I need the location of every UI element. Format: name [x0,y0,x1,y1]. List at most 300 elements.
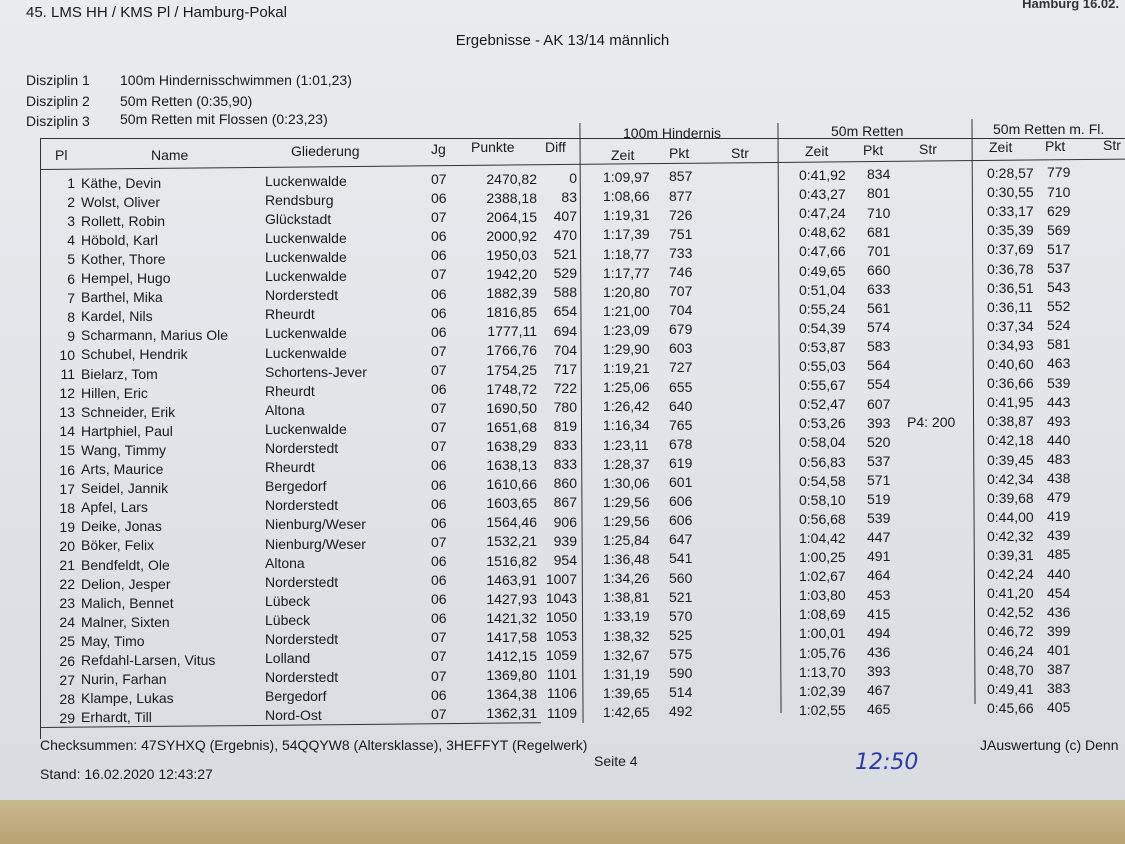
cell-d2-zeit: 0:41,92 [799,167,846,184]
cell-d1-zeit: 1:25,06 [603,379,650,396]
cell-d3-zeit: 0:40,60 [987,356,1034,373]
cell-jg: 06 [431,190,447,206]
cell-d2-pkt: 710 [867,204,891,221]
cell-d3-zeit: 0:46,72 [987,623,1034,640]
cell-d3-pkt: 419 [1047,508,1071,525]
cell-d2-pkt: 834 [867,166,891,183]
cell-d2-zeit: 1:05,76 [799,644,846,661]
cell-d2-pkt: 537 [867,452,891,469]
cell-pl: 29 [59,709,75,726]
cell-d3-pkt: 440 [1047,431,1071,448]
cell-diff: 722 [553,379,577,396]
cell-d2-zeit: 1:02,67 [799,568,846,585]
cell-name: Seidel, Jannik [81,480,169,497]
cell-diff: 833 [553,437,577,454]
cell-name: Bendfeldt, Ole [81,556,170,573]
cell-d3-zeit: 0:36,66 [987,375,1034,392]
col-d3-zeit: Zeit [989,139,1013,155]
stand-timestamp: Stand: 16.02.2020 12:43:27 [40,766,213,782]
cell-name: Wolst, Oliver [81,193,161,210]
cell-d3-pkt: 537 [1047,259,1071,276]
cell-name: Scharmann, Marius Ole [81,327,229,344]
cell-name: Barthel, Mika [81,289,163,306]
cell-points: 1638,29 [486,437,537,454]
cell-d1-pkt: 560 [669,569,693,586]
cell-d2-pkt: 574 [867,319,891,336]
cell-d1-zeit: 1:36,48 [603,551,650,568]
cell-d1-pkt: 606 [669,493,693,510]
cell-name: Malner, Sixten [81,613,170,630]
cell-d2-zeit: 0:53,26 [799,415,846,432]
cell-d1-zeit: 1:39,65 [603,684,650,701]
cell-d1-pkt: 857 [669,168,693,185]
cell-d2-zeit: 1:08,69 [799,606,846,623]
cell-d1-pkt: 746 [669,263,693,280]
cell-d1-zeit: 1:25,84 [603,532,650,548]
cell-diff: 1109 [546,704,577,721]
cell-pl: 27 [59,671,75,688]
cell-pl: 13 [59,404,75,421]
cell-d3-zeit: 0:39,31 [987,547,1034,564]
cell-club: Norderstedt [265,287,339,304]
cell-name: Refdahl-Larsen, Vitus [81,652,216,669]
cell-jg: 06 [431,247,447,264]
cell-points: 1638,13 [486,457,537,474]
cell-diff: 588 [553,284,577,301]
cell-d2-zeit: 0:58,04 [799,434,846,451]
cell-name: Hempel, Hugo [81,270,171,287]
cell-d3-pkt: 401 [1047,641,1071,658]
cell-diff: 819 [553,418,577,435]
cell-pl: 10 [59,346,75,363]
header-divider [41,159,1125,170]
cell-d1-pkt: 590 [669,665,693,681]
cell-pl: 1 [67,175,75,191]
table-row [41,546,1125,575]
cell-d2-pkt: 464 [867,567,891,584]
cell-points: 1364,38 [486,686,537,703]
cell-d1-zeit: 1:26,42 [603,398,650,415]
cell-d2-zeit: 0:52,47 [799,396,846,413]
col-d2-zeit: Zeit [805,143,829,159]
cell-d1-zeit: 1:30,06 [603,474,650,491]
cell-d1-pkt: 877 [669,187,693,204]
cell-d1-zeit: 1:19,21 [603,360,650,377]
cell-pl: 15 [59,442,75,459]
cell-d1-pkt: 606 [669,512,693,529]
table-row [41,470,1125,499]
cell-jg: 07 [431,667,447,684]
cell-d1-zeit: 1:23,09 [603,321,650,338]
cell-d1-pkt: 492 [669,703,693,720]
cell-d1-zeit: 1:33,19 [603,608,650,625]
cell-diff: 694 [553,322,577,339]
cell-d3-zeit: 0:35,39 [987,222,1034,239]
cell-pl: 26 [59,652,75,669]
cell-d1-zeit: 1:38,32 [603,627,650,644]
col-d3: 50m Retten m. Fl. [993,121,1105,137]
cell-points: 1882,39 [486,285,537,302]
col-d1-pkt: Pkt [669,145,690,161]
cell-name: Schubel, Hendrik [81,346,188,363]
col-d2: 50m Retten [831,123,904,139]
cell-pl: 14 [59,423,75,440]
cell-d1-zeit: 1:17,39 [603,226,650,243]
cell-diff: 867 [553,494,577,511]
cell-points: 1532,21 [486,533,537,550]
cell-points: 1417,58 [486,628,537,645]
cell-pl: 7 [67,289,75,306]
cell-pl: 6 [67,270,75,287]
cell-points: 1816,85 [486,304,537,321]
cell-pl: 18 [59,499,75,516]
cell-d1-pkt: 751 [669,225,693,242]
cell-d3-zeit: 0:41,95 [987,394,1034,411]
cell-d3-pkt: 387 [1047,661,1071,678]
cell-d2-pkt: 494 [867,624,891,641]
cell-d1-zeit: 1:34,26 [603,570,650,587]
cell-name: Deike, Jonas [81,518,162,535]
table-row [41,527,1125,556]
col-points: Punkte [471,139,515,155]
cell-pl: 28 [59,690,75,707]
cell-d1-pkt: 570 [669,607,693,624]
cell-club: Lübeck [265,592,311,609]
cell-jg: 07 [431,629,447,646]
cell-points: 2470,82 [486,170,537,187]
cell-d2-pkt: 681 [867,223,891,240]
cell-d1-pkt: 541 [669,550,693,567]
cell-d1-pkt: 640 [669,397,693,414]
table-row [41,508,1125,537]
event-title: 45. LMS HH / KMS Pl / Hamburg-Pokal [26,4,287,21]
cell-name: Hillen, Eric [81,384,148,401]
table-row [41,183,1125,212]
cell-points: 1950,03 [486,246,537,263]
cell-club: Altona [265,554,305,571]
cell-jg: 06 [431,228,447,245]
cell-pl: 23 [59,595,75,612]
cell-points: 1610,66 [486,476,537,493]
cell-d2-zeit: 1:02,39 [799,682,846,699]
col-club: Gliederung [291,143,360,159]
cell-jg: 07 [431,209,447,226]
cell-jg: 06 [431,591,447,608]
cell-club: Lübeck [265,611,311,628]
cell-d3-pkt: 493 [1047,412,1071,429]
cell-club: Norderstedt [265,669,339,686]
checksums: Checksummen: 47SYHXQ (Ergebnis), 54QQYW8 (Altersklasse), 3HEFFYT (Regelwerk) [40,737,588,753]
cell-diff: 939 [553,532,577,549]
cell-d3-zeit: 0:45,66 [987,699,1034,716]
cell-points: 1603,65 [486,495,537,512]
cell-d2-pkt: 539 [867,510,891,527]
col-d2-pkt: Pkt [863,142,884,158]
cell-name: Klampe, Lukas [81,690,174,707]
cell-pl: 8 [67,308,75,325]
table-row [41,202,1125,231]
cell-club: Lolland [265,650,311,667]
cell-jg: 06 [431,572,447,588]
cell-points: 1362,31 [486,705,537,722]
cell-diff: 1043 [545,589,577,606]
table-row [41,221,1125,250]
cell-d2-zeit: 1:00,01 [799,625,846,642]
cell-d3-pkt: 485 [1047,546,1071,563]
cell-d3-pkt: 483 [1047,450,1071,467]
cell-diff: 704 [553,341,577,358]
results-table [40,121,1125,739]
cell-d3-zeit: 0:42,32 [987,527,1034,544]
cell-points: 1754,25 [486,361,537,378]
col-pl: Pl [55,147,68,163]
cell-club: Rheurdt [265,382,315,399]
cell-club: Luckenwalde [265,249,347,266]
cell-d1-pkt: 603 [669,340,693,357]
cell-name: Rollett, Robin [81,212,166,229]
cell-jg: 06 [431,285,447,302]
cell-d2-pkt: 447 [867,529,891,546]
cell-d3-zeit: 0:42,24 [987,566,1034,583]
cell-diff: 1007 [545,570,577,587]
cell-d1-pkt: 514 [669,684,693,701]
cell-points: 1516,82 [486,552,537,569]
cell-d1-zeit: 1:42,65 [603,703,650,720]
table-row [41,489,1125,518]
page-number: Seite 4 [594,753,638,769]
cell-d3-zeit: 0:42,34 [987,470,1034,487]
cell-d3-zeit: 0:42,52 [987,604,1034,621]
discipline-2-label: Disziplin 2 [26,93,90,109]
cell-pl: 12 [59,385,75,402]
cell-jg: 06 [431,381,447,397]
cell-name: Erhardt, Till [81,709,152,726]
cell-d1-pkt: 655 [669,378,693,395]
cell-points: 1421,32 [486,609,537,626]
cell-d1-pkt: 601 [669,474,693,490]
cell-pl: 17 [59,480,75,497]
cell-pl: 16 [59,461,75,478]
cell-d1-pkt: 726 [669,206,693,223]
cell-d1-zeit: 1:29,90 [603,341,650,357]
cell-jg: 07 [431,170,447,187]
cell-d1-zeit: 1:09,97 [603,169,650,186]
cell-d1-pkt: 647 [669,531,693,548]
cell-club: Norderstedt [265,631,339,648]
cell-d2-pkt: 564 [867,357,891,374]
cell-pl: 5 [67,251,75,268]
cell-points: 1766,76 [486,342,537,359]
cell-name: Höbold, Karl [81,231,159,248]
cell-club: Schortens-Jever [265,363,367,380]
cell-diff: 1053 [545,628,577,645]
cell-diff: 529 [553,265,577,282]
col-jg: Jg [431,141,446,157]
cell-d3-pkt: 443 [1047,393,1071,410]
cell-d1-zeit: 1:28,37 [603,455,650,472]
cell-d2-pkt: 571 [867,471,891,488]
cell-pl: 3 [67,213,75,230]
cell-jg: 07 [431,438,447,455]
cell-d1-zeit: 1:31,19 [603,665,650,682]
place-date: Hamburg 16.02. [1022,0,1119,11]
cell-jg: 06 [431,457,447,474]
cell-d2-zeit: 0:53,87 [799,338,846,355]
cell-d2-pkt: 453 [867,586,891,603]
cell-diff: 407 [553,207,577,224]
cell-club: Norderstedt [265,440,339,457]
cell-name: Delion, Jesper [81,575,171,592]
cell-points: 1427,93 [486,590,537,607]
cell-diff: 860 [553,475,577,492]
cell-diff: 717 [553,360,577,377]
cell-d1-zeit: 1:38,81 [603,589,650,606]
cell-d3-pkt: 710 [1047,183,1071,200]
cell-jg: 07 [431,419,447,436]
cell-d3-zeit: 0:46,24 [987,642,1034,659]
cell-d2-pkt: 801 [867,185,891,202]
cell-d2-zeit: 0:47,24 [799,205,846,222]
cell-d2-pkt: 465 [867,701,891,718]
cell-club: Bergedorf [265,478,327,495]
cell-diff: 906 [553,513,577,530]
cell-d2-pkt: 554 [867,376,891,393]
cell-diff: 521 [553,246,577,263]
cell-d2-zeit: 0:49,65 [799,262,846,279]
cell-d3-zeit: 0:44,00 [987,508,1034,525]
cell-diff: 654 [553,303,577,320]
cell-points: 1748,72 [486,380,537,397]
cell-d1-zeit: 1:17,77 [603,264,650,281]
cell-d2-str: P4: 200 [907,414,956,431]
cell-d1-pkt: 704 [669,302,693,319]
cell-d3-zeit: 0:39,68 [987,489,1034,506]
col-d1-zeit: Zeit [611,147,635,163]
cell-d2-pkt: 607 [867,395,891,412]
cell-d3-pkt: 539 [1047,374,1071,391]
cell-jg: 06 [431,323,447,340]
cell-d1-pkt: 765 [669,416,693,433]
cell-d2-zeit: 0:58,10 [799,491,846,508]
table-row [41,279,1125,308]
cell-diff: 780 [553,398,577,415]
cell-d1-zeit: 1:29,56 [603,493,650,510]
cell-d3-pkt: 436 [1047,603,1071,620]
cell-d2-pkt: 393 [867,414,891,431]
cell-d3-pkt: 543 [1047,279,1071,296]
cell-diff: 1101 [546,666,577,683]
cell-jg: 06 [431,495,447,512]
cell-club: Nienburg/Weser [265,535,366,552]
cell-pl: 20 [59,537,75,554]
cell-d3-pkt: 463 [1047,355,1071,372]
cell-club: Rheurdt [265,459,315,476]
cell-jg: 06 [431,552,447,569]
cell-d2-pkt: 633 [867,280,891,297]
cell-d2-zeit: 1:13,70 [799,663,846,680]
cell-name: Kother, Thore [81,250,166,267]
cell-points: 2388,18 [486,189,537,206]
cell-diff: 833 [553,456,577,473]
table-row [41,355,1125,384]
cell-d1-zeit: 1:20,80 [603,283,650,300]
cell-d2-zeit: 1:03,80 [799,587,846,604]
cell-d2-zeit: 0:55,24 [799,300,846,317]
cell-d1-zeit: 1:16,34 [603,417,650,434]
cell-d1-pkt: 521 [669,588,693,605]
cell-d1-pkt: 679 [669,321,693,338]
cell-jg: 06 [431,610,447,627]
cell-d3-pkt: 517 [1047,240,1071,257]
cell-d3-zeit: 0:36,51 [987,279,1034,296]
cell-d3-zeit: 0:42,18 [987,432,1034,449]
cell-jg: 07 [431,361,447,378]
cell-d2-pkt: 393 [867,662,891,679]
cell-name: Apfel, Lars [81,499,148,516]
cell-pl: 21 [59,557,75,573]
table-row [41,336,1125,365]
discipline-1-name: 100m Hindernisschwimmen (1:01,23) [120,72,352,88]
cell-d1-zeit: 1:29,56 [603,512,650,529]
cell-d2-zeit: 0:56,68 [799,510,846,527]
cell-jg: 06 [431,514,447,531]
cell-d2-zeit: 0:48,62 [799,224,846,241]
cell-d1-zeit: 1:21,00 [603,302,650,319]
cell-d3-pkt: 779 [1047,164,1071,181]
cell-d3-zeit: 0:37,69 [987,241,1034,258]
cell-d1-pkt: 525 [669,626,693,643]
cell-name: Malich, Bennet [81,594,174,611]
cell-club: Luckenwalde [265,344,347,361]
cell-diff: 83 [561,188,577,205]
cell-d3-pkt: 629 [1047,202,1071,219]
table-row [41,259,1125,289]
cell-d1-pkt: 733 [669,244,693,261]
cell-club: Nord-Ost [265,707,322,724]
cell-d3-pkt: 479 [1047,489,1071,506]
cell-d3-zeit: 0:36,78 [987,260,1034,277]
cell-d1-pkt: 727 [669,359,693,376]
cell-d1-pkt: 575 [669,645,693,662]
cell-points: 2064,15 [486,208,537,225]
cell-d2-pkt: 701 [867,242,891,259]
table-row [41,661,1125,690]
cell-name: Wang, Timmy [81,441,167,458]
cell-d3-zeit: 0:37,34 [987,317,1034,334]
cell-pl: 25 [59,633,75,650]
cell-d3-zeit: 0:49,41 [987,680,1034,697]
table-surface [0,800,1125,844]
cell-club: Norderstedt [265,497,339,514]
cell-club: Rheurdt [265,306,315,323]
cell-d3-pkt: 439 [1047,527,1071,544]
cell-d3-zeit: 0:41,20 [987,585,1034,602]
cell-club: Luckenwalde [265,172,347,189]
cell-pl: 22 [59,576,75,593]
cell-d3-zeit: 0:48,70 [987,661,1034,678]
cell-d1-pkt: 678 [669,435,693,452]
cell-name: Käthe, Devin [81,174,162,191]
cell-d2-zeit: 0:54,39 [799,319,846,336]
cell-d3-pkt: 405 [1047,699,1071,716]
cell-d1-pkt: 619 [669,454,693,471]
cell-jg: 07 [431,648,447,665]
cell-jg: 07 [431,342,447,359]
cell-points: 1777,11 [487,323,537,340]
discipline-1-label: Disziplin 1 [26,72,90,88]
cell-d1-pkt: 707 [669,283,693,299]
cell-points: 1369,80 [486,667,537,684]
